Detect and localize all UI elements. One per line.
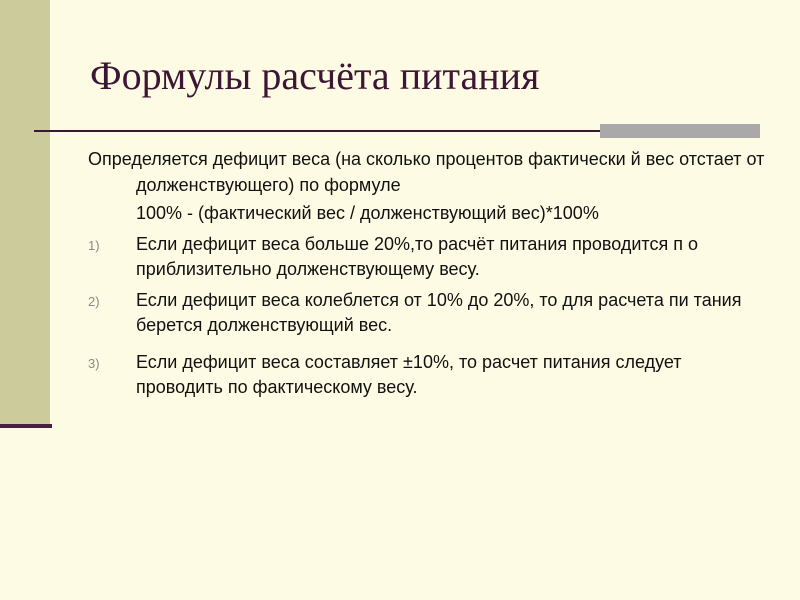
list-item-text: Если дефицит веса составляет ±10%, то расчет питания следует проводить по фактическому весу. (136, 352, 682, 397)
side-bar-underline (0, 424, 52, 428)
list-item-text: Если дефицит веса колеблется от 10% до 20%, то для расчета пи тания берется долженствующий вес. (136, 290, 742, 335)
list-item-number: 3) (88, 356, 100, 371)
list-item-number: 1) (88, 238, 100, 253)
list-item (88, 288, 768, 338)
intro-paragraph: Определяется дефицит веса (на сколько процентов фактически й вес отстает от долженствующего) по формуле (88, 149, 765, 195)
title-divider-accent (600, 124, 760, 138)
slide-body (88, 146, 768, 400)
list-item-number: 2) (88, 294, 100, 309)
slide-title: Формулы расчёта питания (90, 53, 540, 98)
list-item (88, 350, 768, 400)
list-item (88, 232, 768, 282)
side-decoration-bar (0, 0, 50, 427)
list-item-text: Если дефицит веса больше 20%,то расчёт питания проводится п о приблизительно долженствующему весу. (136, 234, 698, 279)
formula-text: 100% - (фактический вес / долженствующий вес)*100% (136, 203, 599, 223)
